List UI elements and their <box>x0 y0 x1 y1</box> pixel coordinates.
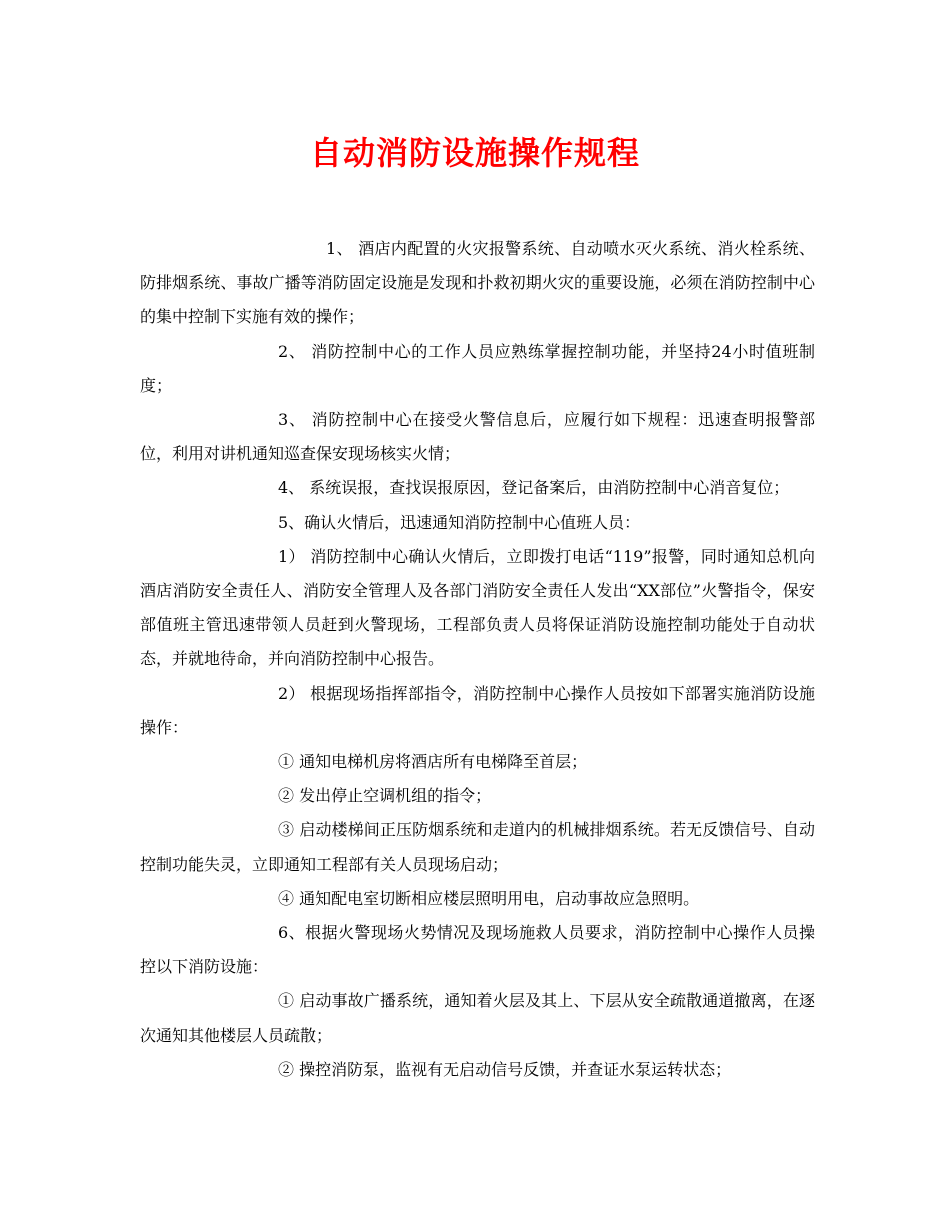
list-item-6-1: ① 启动事故广播系统，通知着火层及其上、下层从安全疏散通道撤离，在逐次通知其他楼层人员疏散； <box>140 991 815 1045</box>
paragraph-1: 1、 酒店内配置的火灾报警系统、自动喷水灭火系统、消火栓系统、防排烟系统、事故广播等消防固定设施是发现和扑救初期火灾的重要设施，必须在消防控制中心的集中控制下实施有效的操作； <box>140 239 815 327</box>
document-body <box>140 232 815 1087</box>
list-item-5-2-1: ① 通知电梯机房将酒店所有电梯降至首层； <box>278 752 588 772</box>
paragraph-5: 5、确认火情后，迅速通知消防控制中心值班人员： <box>278 512 641 532</box>
paragraph-2: 2、 消防控制中心的工作人员应熟练掌握控制功能，并坚持24小时值班制度； <box>140 341 815 395</box>
paragraph-5-1: 1） 消防控制中心确认火情后，立即拨打电话“119”报警，同时通知总机向酒店消防安全责任人、消防安全管理人及各部门消防安全责任人发出“XX部位”火警指令，保安部值班主管迅速带领人员赶到火警现场，工程部负责人员将保证消防设施控制功能处于自动状态，并就地待命，并向消防控制中心报告。 <box>140 546 815 669</box>
list-item-5-2-4: ④ 通知配电室切断相应楼层照明用电，启动事故应急照明。 <box>278 888 700 908</box>
paragraph-3: 3、 消防控制中心在接受火警信息后，应履行如下规程：迅速查明报警部位，利用对讲机通知巡查保安现场核实火情； <box>140 410 815 464</box>
list-item-5-2-2: ② 发出停止空调机组的指令； <box>278 786 492 806</box>
paragraph-6: 6、根据火警现场火势情况及现场施救人员要求，消防控制中心操作人员操控以下消防设施： <box>140 923 815 977</box>
list-item-5-2-3: ③ 启动楼梯间正压防烟系统和走道内的机械排烟系统。若无反馈信号、自动控制功能失灵，立即通知工程部有关人员现场启动； <box>140 820 815 874</box>
list-item-6-2: ② 操控消防泵，监视有无启动信号反馈，并查证水泵运转状态； <box>278 1059 732 1079</box>
document-title: 自动消防设施操作规程 <box>309 134 640 172</box>
paragraph-4: 4、 系统误报，查找误报原因，登记备案后，由消防控制中心消音复位； <box>278 478 790 498</box>
paragraph-5-2: 2） 根据现场指挥部指令，消防控制中心操作人员按如下部署实施消防设施操作： <box>140 683 815 737</box>
